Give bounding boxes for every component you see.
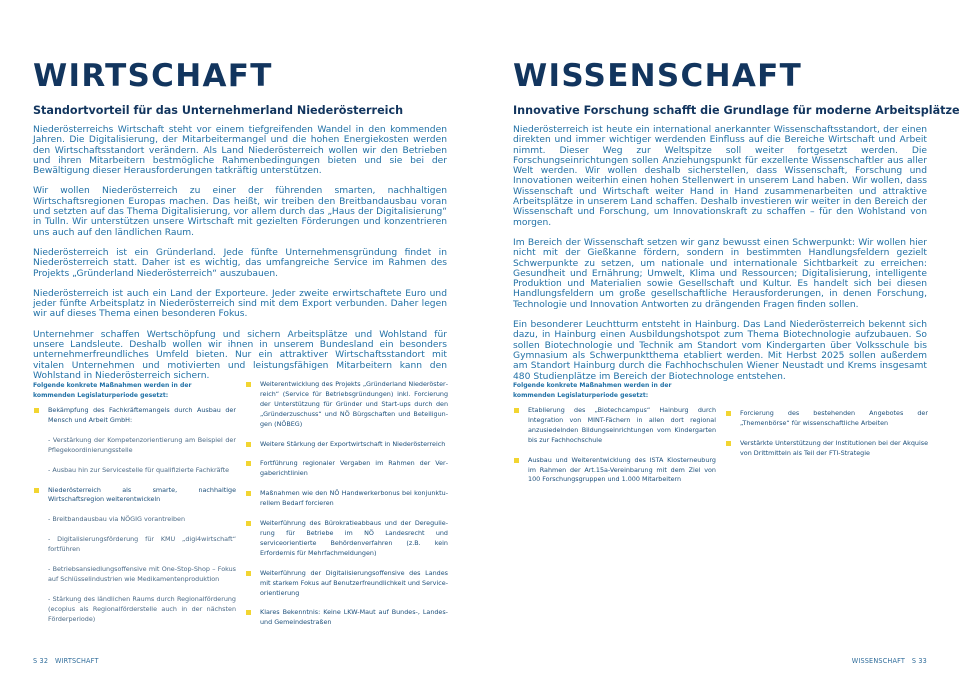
list-item: Niederösterreich als smarte, nachhaltige Wirtschaftsregion weiterentwickeln [33, 486, 236, 506]
page-subtitle: Standortvorteil für das Unternehmerland Niederösterreich [33, 104, 404, 117]
page-wissenschaft [480, 0, 960, 679]
list-item: Weiterführung des Bürokratieabbaus und der Deregulierung für Betriebe im NÖ Landesrecht und serviceorientierte Behördenverfahren (z.B. kein Erfordernis für Mehrfachmeldungen) [245, 519, 448, 559]
list-item: Verstärkte Unterstützung der Institutionen bei der Akquise von Drittmitteln als Teil der FTI-Strategie [725, 439, 928, 459]
sub-item: - Stärkung des ländlichen Raums durch Regionalförderung (ecoplus als Regionalförderstelle auch in der nächsten Förderperiode) [48, 594, 236, 623]
bullet-square-icon [246, 610, 251, 615]
paragraph: Niederösterreichs Wirtschaft steht vor einem tiefgreifenden Wandel in den kommenden Jahren. Die Digitalisierung, der Mitarbeitermangel und die hohen Energiekosten werden den Wirtschaftsstandort verändern. Als Land Niederösterreich wollen wir den Betrieben und ihren Mitarbeitern bestmögliche Rahmenbedingungen bieten und sie bei der Bewältigung dieser Herausforderungen tatkräftig unterstützen. [33, 125, 447, 177]
list-item: Weitere Stärkung der Exportwirtschaft in Niederösterreich [245, 440, 448, 450]
footer-section: WIRTSCHAFT [54, 656, 99, 665]
paragraph: Ein besonderer Leuchtturm entsteht in Hainburg. Das Land Niederösterreich bekennt sich dazu, in Hainburg einen Ausbildungshotspot zum Thema Biotechnologie aufzubauen. So sollen Biotechnologie und Technik am Standort vom Kindergarten über Volksschule bis Gymnasium als Schwerpunktthema etabliert werden. Mit Herbst 2025 sollen außerdem am Standort Hainburg durch die Fachhochschulen Wiener Neustadt und Krems insgesamt 480 Studienplätze im Bereich der Biotechnologe entstehen. [513, 320, 927, 382]
page-title: WIRTSCHAFT [33, 58, 273, 94]
paragraph: Niederösterreich ist ein Gründerland. Jede fünfte Unternehmensgründung findet in Niederösterreich statt. Daher ist es wichtig, das umfangreiche Service im Rahmen des Projekts „Gründerland Niederösterreich“ auszubauen. [33, 247, 447, 279]
page-number: S 32 [33, 656, 49, 665]
measures-column-2 [725, 409, 928, 469]
list-item: Etablierung des „Biotechcampus“ Hainburg durch Integration von MINT-Fächern in allen dort regional anzusiedelnden Bildungseinrichtungen vom Kindergarten bis zur Fachhochschule [513, 406, 716, 446]
list-item: Klares Bekenntnis: Keine LKW-Maut auf Bundes-, Landes- und Gemeindestraßen [245, 608, 448, 628]
paragraph: Niederösterreich ist heute ein international anerkannter Wissenschaftsstandort, der einen direkten und immer wichtiger werdenden Einfluss auf die Bereiche Wirtschaft und Arbeit nimmt. Dieser Weg zur Weltspitze soll weiter fortgesetzt werden. Die Forschungseinrichtungen sollen Anziehungspunkt für exzellente Wissenschaftler aus aller Welt werden. Wir wollen deshalb sicherstellen, dass Wissenschaft, Forschung und Innovationen weiterhin einen hohen Stellenwert in unserem Land haben. Wir wollen, dass Wissenschaft und Wirtschaft weiter Hand in Hand zusammenarbeiten und attraktive Arbeitsplätze in unserem Land schaffen. Deshalb investieren wir weiter in den Bereich der Wissenschaft und Forschung, um Innovationskraft zu schaffen – für den Wohlstand von morgen. [513, 125, 927, 228]
list-item: Weiterentwicklung des Projekts „Gründerland Niederösterreich“ (Service für Betriebsgründungen) inkl. Forcierung der Unterstützung für Gründer und Start-ups durch den „Gründerzuschuss“ und NÖ Bürgschaften und Beteiligungen (NÖBEG) [245, 380, 448, 430]
body-text [33, 125, 447, 391]
list-item: Ausbau und Weiterentwicklung des ISTA Klosterneuburg im Rahmen der Art.15a-Vereinbarung mit dem Ziel von 100 Forschungsgruppen und 1.000 Mitarbeitern [513, 456, 716, 486]
bullet-square-icon [246, 491, 251, 496]
paragraph: Unternehmer schaffen Wertschöpfung und sichern Arbeitsplätze und Wohlstand für unsere Landsleute. Deshalb wollen wir ihnen in unserem Bundesland ein besonders unternehmerfreundliches Umfeld bieten. Nur ein attraktiver Wirtschaftsstandort mit vitalen Unternehmen und motivierten und leistungsfähigen Mitarbeitern kann den Wohlstand in Niederösterreich sichern. [33, 329, 447, 381]
measures-column-1 [33, 381, 236, 635]
bullet-square-icon [34, 408, 39, 413]
page-number: S 33 [911, 656, 927, 665]
paragraph: Im Bereich der Wissenschaft setzen wir ganz bewusst einen Schwerpunkt: Wir wollen hier nicht mit der Gießkanne fördern, sondern in bestimmten Handlungsfeldern gezielt Schwerpunkte zu setzen, um nationale und internationale Sichtbarkeit zu erreichen: Gesundheit und Ernährung; Umwelt, Klima und Ressourcen; Digitalisierung, intelligente Produktion und Materialien sowie Gesellschaft und Kultur. Es handelt sich bei diesen Handlungsfeldern um große gesellschaftliche Herausforderungen, in denen Forschung, Technologie und Innovation Antworten zu drängenden Fragen finden sollen. [513, 237, 927, 310]
list-item: Fortführung regionaler Vergaben im Rahmen der Vergaberichtlinien [245, 459, 448, 479]
bullet-square-icon [514, 408, 519, 413]
bullet-square-icon [726, 441, 731, 446]
sub-item: - Ausbau hin zur Servicestelle für qualifizierte Fachkräfte [48, 465, 230, 474]
bullet-square-icon [726, 411, 731, 416]
measures-column-1 [513, 381, 716, 495]
list-item: Bekämpfung des Fachkräftemangels durch Ausbau der Mensch und Arbeit GmbH: [33, 406, 236, 426]
bullet-square-icon [246, 382, 251, 387]
page-title: WISSENSCHAFT [513, 58, 803, 94]
bullet-square-icon [34, 488, 39, 493]
bullet-square-icon [246, 442, 251, 447]
bullet-square-icon [514, 458, 519, 463]
bullet-square-icon [246, 461, 251, 466]
paragraph: Wir wollen Niederösterreich zu einer der führenden smarten, nachhaltigen Wirtschaftsregionen Europas machen. Das heißt, wir treiben den Breitbandausbau voran und setzten auf das Thema Digitalisierung, vor allem durch das „Haus der Digitalisierung“ in Tulln. Wir unterstützen unsere Wirtschaft mit gezielten Förderungen und konzentrieren uns auch auf den ländlichen Raum. [33, 186, 447, 238]
measures-intro: Folgende konkrete Maßnahmen werden in der kommenden Legislaturperiode gesetzt: [513, 382, 672, 399]
sub-item: - Betriebsansiedlungsoffensive mit One-Stop-Shop – Fokus auf Schlüsselindustrien wie Medikamentenproduktion [48, 565, 236, 583]
list-item: Weiterführung der Digitalisierungsoffensive des Landes mit starkem Fokus auf Benutzerfreundlichkeit und Serviceorientierung [245, 569, 448, 599]
page-subtitle: Innovative Forschung schafft die Grundlage für moderne Arbeitsplätze [513, 104, 960, 117]
sub-item: - Digitalisierungsförderung für KMU „digi4wirtschaft“ fortführen [48, 535, 236, 554]
page-footer [33, 656, 99, 665]
sub-item: - Verstärkung der Kompetenzorientierung am Beispiel der Pflegekoordinierungsstelle [48, 435, 236, 454]
sub-item: - Breitbandausbau via NÖGIG vorantreiben [48, 515, 186, 524]
list-item: Forcierung des bestehenden Angebotes der „Themenbörse“ für wissenschaftliche Arbeiten [725, 409, 928, 429]
page-footer [852, 656, 927, 665]
footer-section: WISSENSCHAFT [851, 656, 906, 665]
measures-column-2 [245, 380, 448, 638]
paragraph: Niederösterreich ist auch ein Land der Exporteure. Jeder zweite erwirtschaftete Euro und jeder fünfte Arbeitsplatz in Niederösterreich sind mit dem Export verbunden. Daher legen wir auf dieses Thema einen besonderen Fokus. [33, 288, 447, 320]
measures-intro: Folgende konkrete Maßnahmen werden in der kommenden Legislaturperiode gesetzt: [33, 382, 192, 399]
list-item: Maßnahmen wie den NÖ Handwerkerbonus bei konjunkturellem Bedarf forcieren [245, 489, 448, 509]
body-text [513, 125, 927, 392]
bullet-square-icon [246, 571, 251, 576]
bullet-square-icon [246, 521, 251, 526]
